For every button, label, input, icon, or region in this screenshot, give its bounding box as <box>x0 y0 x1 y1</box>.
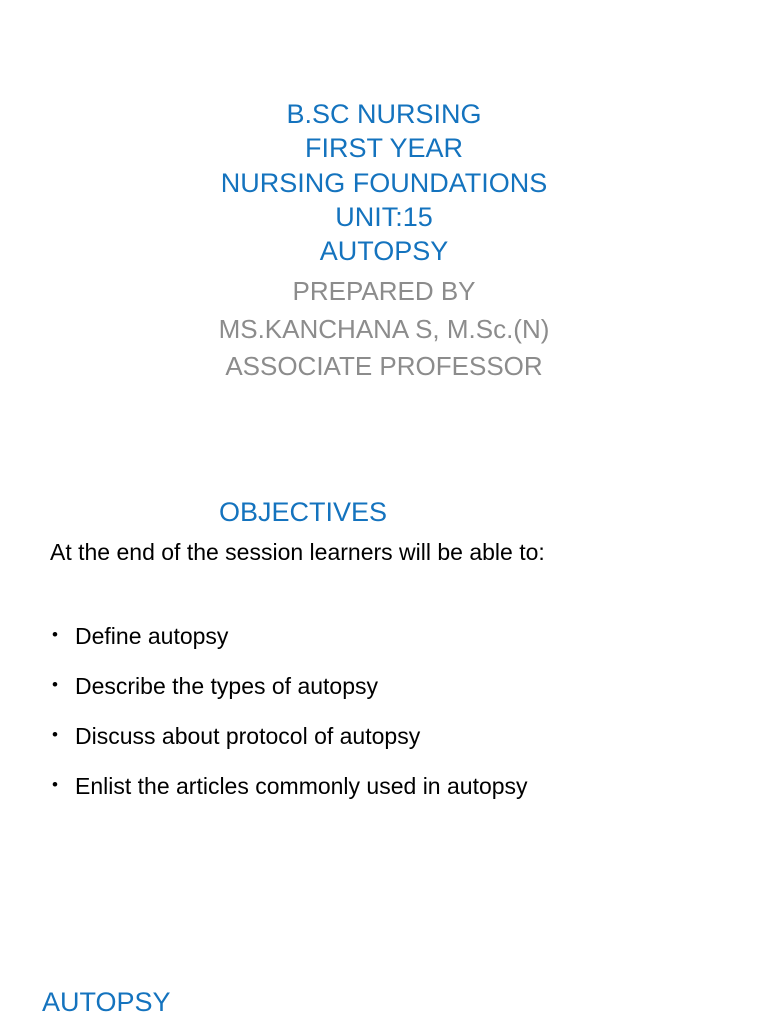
subject-title: NURSING FOUNDATIONS <box>220 167 548 198</box>
bullet-icon: • <box>52 725 58 744</box>
year-title: FIRST YEAR <box>304 133 464 164</box>
bullet-icon: • <box>52 775 58 794</box>
title-block <box>0 97 768 268</box>
section-heading-autopsy: AUTOPSY <box>42 987 171 1017</box>
course-title: B.SC NURSING <box>286 99 482 129</box>
objectives-heading: OBJECTIVES <box>219 497 388 527</box>
objectives-intro: At the end of the session learners will be able to: <box>50 539 545 565</box>
unit-title: UNIT:15 <box>335 201 433 232</box>
objective-text: Define autopsy <box>75 623 229 649</box>
prepared-by-block <box>0 273 768 386</box>
objective-text: Discuss about protocol of autopsy <box>75 723 421 749</box>
topic-title: AUTOPSY <box>319 236 449 267</box>
author-name: MS.KANCHANA S, M.Sc.(N) <box>218 313 550 344</box>
author-designation: ASSOCIATE PROFESSOR <box>225 351 543 381</box>
prepared-by-label: PREPARED BY <box>292 276 476 306</box>
bullet-icon: • <box>52 675 58 694</box>
objective-text: Describe the types of autopsy <box>75 673 378 699</box>
bullet-icon: • <box>52 625 58 644</box>
objective-text: Enlist the articles commonly used in autopsy <box>75 773 528 799</box>
